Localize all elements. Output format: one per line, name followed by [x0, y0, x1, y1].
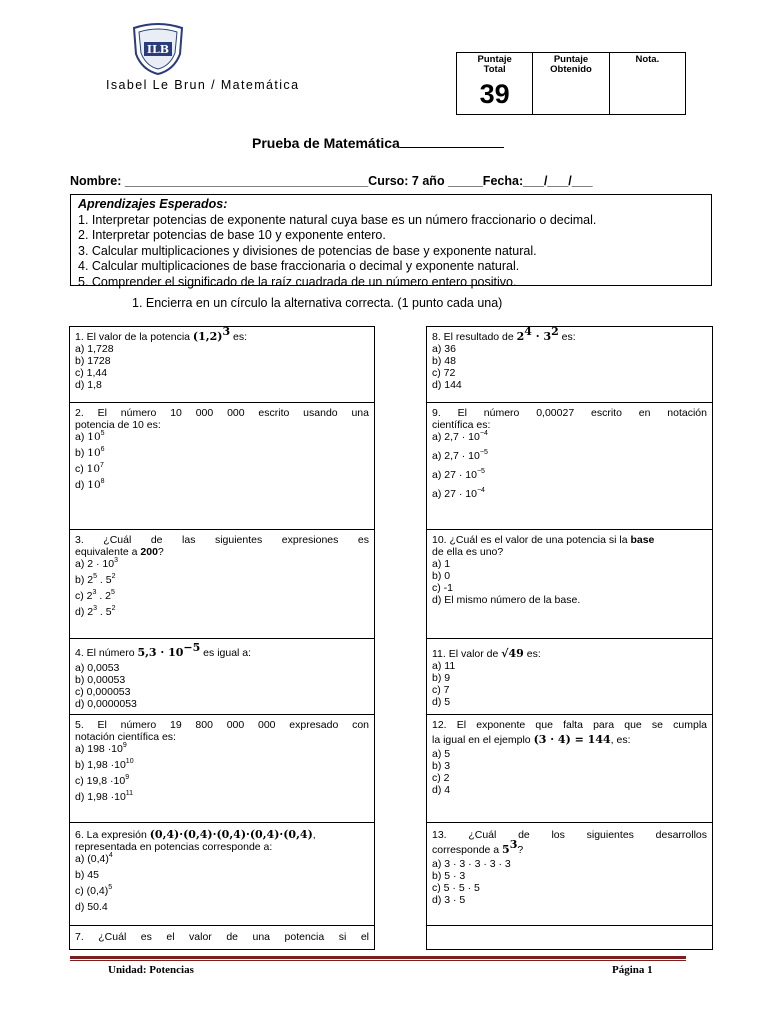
option-b[interactable]: b) 3	[432, 760, 451, 772]
option-d[interactable]: d) $1,98 \cdot 10^{11}$	[75, 790, 134, 803]
question-6	[69, 822, 375, 926]
question-12-line2: la igual en el ejemplo (3 · 4) = 144, es:	[432, 733, 631, 746]
option-d[interactable]: d) 50.4	[75, 901, 108, 913]
question-13-line1: 13. ¿Cuál de los siguientes desarrollos	[432, 829, 707, 841]
question-8-stem: 8. El resultado de $2^4 \cdot 3^2$ es:	[432, 325, 576, 343]
footer-rule-thin	[70, 960, 686, 961]
option-c[interactable]: c) $2^3$ . $2^5$	[75, 589, 115, 602]
question-6-line1: 6. La expresión (0,4)·(0,4)·(0,4)·(0,4)·(0,4),	[75, 828, 316, 841]
question-10	[426, 529, 713, 639]
question-3	[69, 529, 375, 639]
option-b[interactable]: b) 0,00053	[75, 674, 126, 686]
option-a[interactable]: a) $10^5$	[75, 430, 105, 443]
option-d[interactable]: d) 0,0000053	[75, 698, 137, 710]
score-table	[456, 52, 686, 115]
option-b[interactable]: a) $2,7 \cdot 10^{-5}$	[432, 449, 488, 462]
option-c[interactable]: c) 0,000053	[75, 686, 131, 698]
question-7-line1: 7. ¿Cuál es el valor de una potencia si el	[75, 931, 369, 943]
question-7	[69, 925, 375, 950]
option-a[interactable]: a) 0,0053	[75, 662, 120, 674]
option-b[interactable]: b) $10^6$	[75, 446, 105, 459]
score-obtained-cell[interactable]	[533, 53, 609, 115]
option-c[interactable]: c) -1	[432, 582, 453, 594]
option-b[interactable]: b) 5 · 3	[432, 870, 466, 882]
option-b[interactable]: b) $1,98 \cdot 10^{10}$	[75, 758, 134, 771]
option-d[interactable]: d) 4	[432, 784, 451, 796]
logo-lettering: ILB	[146, 43, 170, 56]
learning-goal-item: 5. Comprender el significado de la raíz cuadrada de un número entero positivo.	[78, 274, 517, 289]
option-b[interactable]: b) 1728	[75, 355, 111, 367]
question-11-stem: 11. El valor de √49 es:	[432, 647, 541, 660]
score-total-label: Puntaje Total	[477, 54, 512, 75]
question-6-line2: representada en potencias corresponde a:	[75, 841, 273, 853]
question-1	[69, 326, 375, 403]
option-a[interactable]: a) 1,728	[75, 343, 114, 355]
page-title: Prueba de Matemática	[252, 135, 504, 151]
score-total-cell	[457, 53, 533, 115]
question-2	[69, 402, 375, 530]
question-9-line1: 9. El número 0,00027 escrito en notación	[432, 407, 707, 419]
question-8	[426, 326, 713, 403]
option-a[interactable]: a) 11	[432, 660, 456, 672]
learning-goal-item: 2. Interpretar potencias de base 10 y exponente entero.	[78, 228, 386, 242]
option-c[interactable]: c) $(0,4)^5$	[75, 884, 113, 897]
question-1-stem: 1. El valor de la potencia $(1,2)^3$ es:	[75, 325, 248, 343]
option-c[interactable]: c) $19,8 \cdot 10^9$	[75, 774, 130, 787]
footer-rule-thick	[70, 956, 686, 959]
footer-page-number: Página 1	[612, 964, 653, 976]
option-a[interactable]: a) $(0,4)^4$	[75, 852, 113, 865]
option-c[interactable]: c) 5 · 5 · 5	[432, 882, 480, 894]
question-13-line2: corresponde a $5^3$?	[432, 838, 524, 856]
option-b[interactable]: b) 9	[432, 672, 451, 684]
question-12	[426, 714, 713, 823]
option-a[interactable]: a) 3 · 3 · 3 · 3 · 3	[432, 858, 511, 870]
option-c[interactable]: a) $27 \cdot 10^{-5}$	[432, 468, 485, 481]
school-logo	[130, 22, 186, 76]
option-c[interactable]: c) 1,44	[75, 367, 108, 379]
empty-cell	[426, 925, 713, 950]
option-b[interactable]: b) $2^5$ . $5^2$	[75, 573, 116, 586]
grade-label: Nota.	[635, 54, 660, 65]
question-5	[69, 714, 375, 823]
option-c[interactable]: c) $10^7$	[75, 462, 104, 475]
instruction: 1. Encierra en un círculo la alternativa correcta. (1 punto cada una)	[132, 296, 503, 310]
question-12-line1: 12. El exponente que falta para que se cumpla	[432, 719, 707, 731]
option-c[interactable]: c) 7	[432, 684, 450, 696]
question-2-line2: potencia de 10 es:	[75, 419, 161, 431]
question-11	[426, 638, 713, 715]
score-total-value: 39	[479, 79, 510, 109]
option-d[interactable]: d) $2^3$ . $5^2$	[75, 605, 116, 618]
question-4-stem: 4. El número $5,3 \cdot 10^{-5}$ es igual a:	[75, 641, 252, 659]
option-b[interactable]: b) 48	[432, 355, 456, 367]
question-13	[426, 822, 713, 926]
question-3-line2: equivalente a 200?	[75, 546, 164, 558]
option-c[interactable]: c) 72	[432, 367, 456, 379]
question-2-line1: 2. El número 10 000 000 escrito usando una	[75, 407, 369, 419]
grade-cell[interactable]	[609, 53, 685, 115]
option-c[interactable]: c) 2	[432, 772, 450, 784]
question-5-line1: 5. El número 19 800 000 000 expresado con	[75, 719, 369, 731]
option-d[interactable]: d) 144	[432, 379, 462, 391]
question-4	[69, 638, 375, 715]
question-10-line2: de ella es uno?	[432, 546, 504, 558]
option-a[interactable]: a) 36	[432, 343, 456, 355]
student-info-line[interactable]: Nombre: ___________________________________Curso: 7 año _____Fecha:___/___/___	[70, 174, 593, 188]
score-obtained-label: Puntaje Obtenido	[550, 54, 592, 75]
question-10-line1: 10. ¿Cuál es el valor de una potencia si la base	[432, 534, 655, 546]
option-d[interactable]: d) 1,8	[75, 379, 102, 391]
option-a[interactable]: a) $2,7 \cdot 10^{-4}$	[432, 430, 488, 443]
footer-unit: Unidad: Potencias	[108, 964, 194, 976]
school-subject: Isabel Le Brun / Matemática	[106, 78, 300, 92]
learning-goals-box	[70, 194, 712, 289]
question-3-line1: 3. ¿Cuál de las siguientes expresiones es	[75, 534, 369, 546]
option-d[interactable]: d) $10^8$	[75, 478, 105, 491]
question-5-line2: notación científica es:	[75, 731, 176, 743]
option-d[interactable]: d) 3 · 5	[432, 894, 466, 906]
option-a[interactable]: a) $198 \cdot 10^9$	[75, 742, 127, 755]
question-9-line2: científica es:	[432, 419, 491, 431]
learning-goal-item: 3. Calcular multiplicaciones y divisiones de potencias de base y exponente natural.	[78, 243, 537, 258]
option-a[interactable]: a) 5	[432, 748, 451, 760]
option-b[interactable]: b) 45	[75, 869, 99, 881]
option-b[interactable]: b) 0	[432, 570, 451, 582]
learning-goal-item: 1. Interpretar potencias de exponente natural cuya base es un número fraccionario o decimal.	[78, 212, 597, 227]
option-d[interactable]: a) $27 \cdot 10^{-4}$	[432, 487, 485, 500]
question-9	[426, 402, 713, 530]
option-a[interactable]: a) 1	[432, 558, 451, 570]
option-d[interactable]: d) 5	[432, 696, 451, 708]
learning-goals-heading: Aprendizajes Esperados:	[78, 197, 228, 211]
option-d[interactable]: d) El mismo número de la base.	[432, 594, 581, 606]
learning-goal-item: 4. Calcular multiplicaciones de base fraccionaria o decimal y exponente natural.	[78, 259, 520, 273]
option-a[interactable]: a) $2 \cdot 10^3$	[75, 557, 119, 570]
